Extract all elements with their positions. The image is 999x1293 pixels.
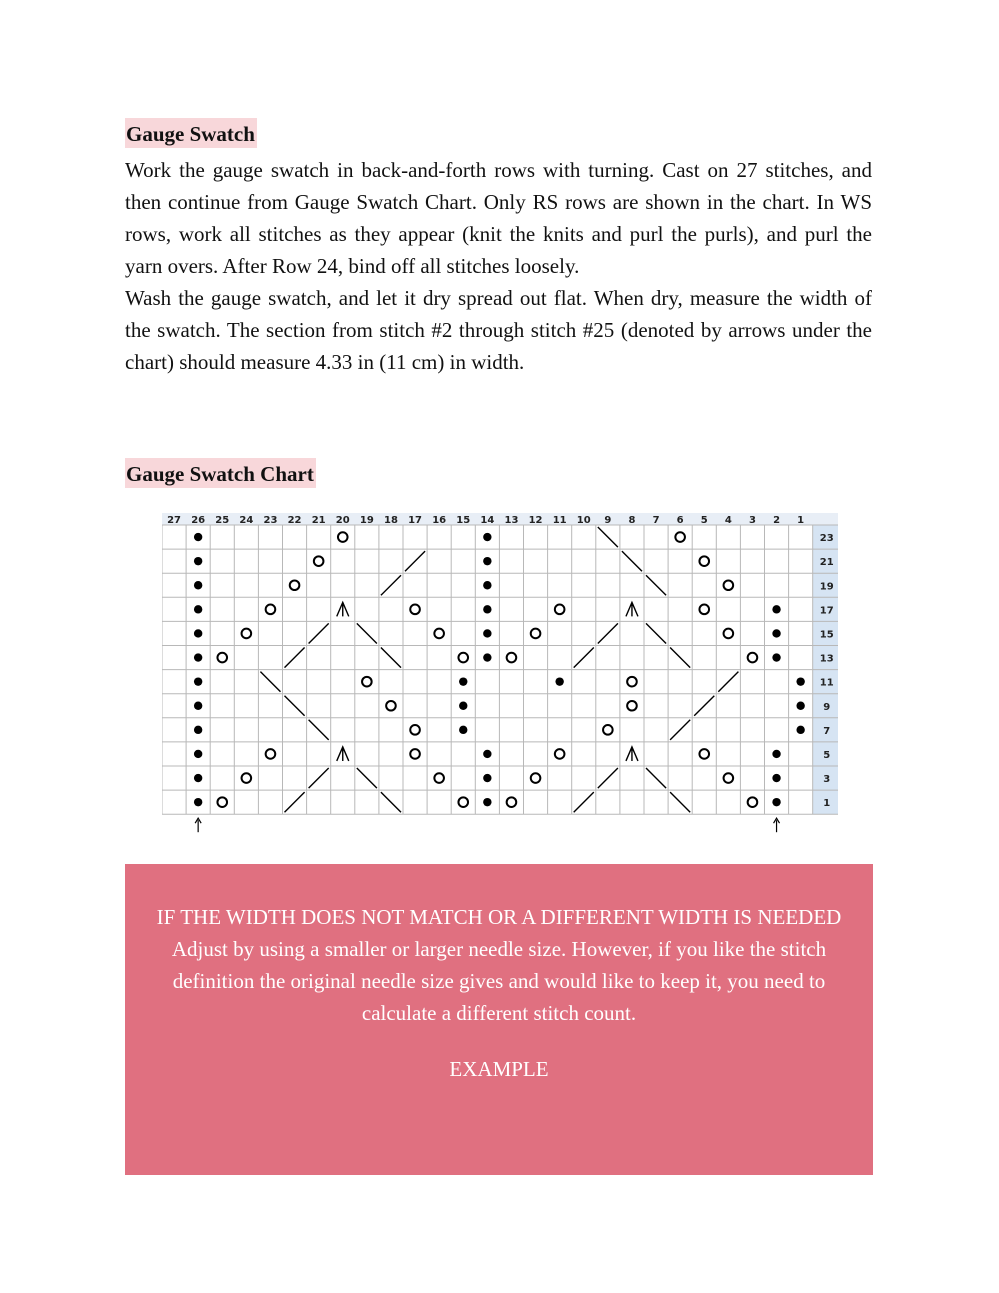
purl-dot	[194, 533, 202, 541]
column-number: 8	[628, 515, 636, 526]
callout-example-label: EXAMPLE	[449, 1057, 549, 1081]
row-number: 7	[823, 725, 831, 737]
column-number: 9	[604, 515, 612, 526]
yarn-over-circle	[266, 605, 276, 615]
left-decrease-slash	[309, 720, 329, 740]
purl-dot	[772, 750, 780, 758]
column-number: 14	[480, 515, 495, 526]
row-number: 3	[823, 774, 831, 786]
column-number: 18	[383, 515, 398, 526]
yarn-over-circle	[627, 677, 637, 687]
column-number: 21	[311, 515, 326, 526]
purl-dot	[772, 774, 780, 782]
yarn-over-circle	[242, 629, 252, 639]
purl-dot	[796, 726, 804, 734]
yarn-over-circle	[314, 556, 324, 566]
left-decrease-slash	[260, 672, 280, 692]
gauge-swatch-chart-heading: Gauge Swatch Chart	[125, 458, 316, 488]
row-number: 19	[819, 581, 834, 593]
right-decrease-slash	[381, 575, 401, 595]
column-number: 11	[552, 515, 567, 526]
left-decrease-slash	[670, 648, 690, 668]
column-number: 27	[167, 515, 182, 526]
yarn-over-circle	[410, 749, 420, 759]
yarn-over-circle	[290, 580, 300, 590]
column-number: 25	[215, 515, 230, 526]
column-number: 4	[724, 515, 732, 526]
right-decrease-slash	[598, 623, 618, 643]
purl-dot	[796, 677, 804, 685]
right-decrease-slash	[285, 792, 305, 812]
row-number: 17	[819, 605, 834, 617]
left-decrease-slash	[381, 648, 401, 668]
yarn-over-circle	[458, 797, 468, 807]
column-number: 5	[700, 515, 708, 526]
purl-dot	[796, 702, 804, 710]
left-decrease-slash	[670, 792, 690, 812]
callout-title: IF THE WIDTH DOES NOT MATCH OR A DIFFERENT WIDTH IS NEEDED	[156, 905, 842, 929]
yarn-over-circle	[266, 749, 276, 759]
purl-dot	[483, 605, 491, 613]
column-number: 16	[432, 515, 447, 526]
row-number: 1	[823, 798, 831, 810]
column-number: 24	[239, 515, 254, 526]
column-number: 10	[576, 515, 591, 526]
purl-dot	[483, 798, 491, 806]
column-number: 22	[287, 515, 302, 526]
yarn-over-circle	[724, 629, 734, 639]
purl-dot	[483, 533, 491, 541]
left-decrease-slash	[646, 623, 666, 643]
column-number: 20	[335, 515, 350, 526]
yarn-over-circle	[531, 629, 541, 639]
purl-dot	[194, 726, 202, 734]
yarn-over-circle	[507, 653, 517, 663]
left-decrease-slash	[285, 696, 305, 716]
yarn-over-circle	[434, 629, 444, 639]
right-decrease-slash	[309, 768, 329, 788]
purl-dot	[194, 629, 202, 637]
column-number: 15	[456, 515, 471, 526]
purl-dot	[194, 605, 202, 613]
column-number: 17	[408, 515, 423, 526]
purl-dot	[483, 750, 491, 758]
row-number: 9	[823, 701, 831, 713]
purl-dot	[772, 653, 780, 661]
purl-dot	[194, 677, 202, 685]
row-number: 23	[819, 533, 834, 545]
purl-dot	[459, 677, 467, 685]
yarn-over-circle	[603, 725, 613, 735]
column-number: 13	[504, 515, 519, 526]
yarn-over-circle	[675, 532, 685, 542]
purl-dot	[194, 798, 202, 806]
yarn-over-circle	[724, 773, 734, 783]
yarn-over-circle	[458, 653, 468, 663]
yarn-over-circle	[699, 749, 709, 759]
yarn-over-circle	[410, 725, 420, 735]
column-number: 3	[748, 515, 756, 526]
row-number: 5	[823, 749, 831, 761]
centered-double-decrease	[626, 602, 638, 616]
right-decrease-slash	[694, 696, 714, 716]
chart-svg	[162, 513, 838, 835]
purl-dot	[194, 653, 202, 661]
left-decrease-slash	[357, 623, 377, 643]
yarn-over-circle	[338, 532, 348, 542]
yarn-over-circle	[555, 605, 565, 615]
purl-dot	[483, 774, 491, 782]
purl-dot	[194, 581, 202, 589]
purl-dot	[459, 702, 467, 710]
column-number: 19	[359, 515, 374, 526]
left-decrease-slash	[381, 792, 401, 812]
right-decrease-slash	[718, 672, 738, 692]
right-decrease-slash	[309, 623, 329, 643]
yarn-over-circle	[555, 749, 565, 759]
left-decrease-slash	[646, 768, 666, 788]
column-number: 7	[652, 515, 660, 526]
purl-dot	[483, 653, 491, 661]
purl-dot	[483, 629, 491, 637]
yarn-over-circle	[699, 605, 709, 615]
gauge-swatch-chart	[162, 513, 838, 835]
column-number: 23	[263, 515, 278, 526]
purl-dot	[483, 557, 491, 565]
yarn-over-circle	[386, 701, 396, 711]
row-number: 15	[819, 629, 834, 641]
yarn-over-circle	[217, 797, 227, 807]
purl-dot	[459, 726, 467, 734]
purl-dot	[772, 798, 780, 806]
right-decrease-slash	[574, 792, 594, 812]
purl-dot	[194, 774, 202, 782]
column-number: 1	[797, 515, 805, 526]
yarn-over-circle	[410, 605, 420, 615]
left-decrease-slash	[622, 551, 642, 571]
yarn-over-circle	[217, 653, 227, 663]
purl-dot	[194, 750, 202, 758]
yarn-over-circle	[724, 580, 734, 590]
right-decrease-slash	[670, 720, 690, 740]
gauge-swatch-heading: Gauge Swatch	[125, 118, 257, 148]
width-adjustment-callout	[125, 864, 873, 1175]
yarn-over-circle	[748, 797, 758, 807]
yarn-over-circle	[507, 797, 517, 807]
row-number: 13	[819, 653, 834, 665]
yarn-over-circle	[242, 773, 252, 783]
purl-dot	[483, 581, 491, 589]
callout-body: Adjust by using a smaller or larger needle size. However, if you like the stitch definition the original needle size gives and would like to keep it, you need to calculate a different stitch count.	[171, 937, 827, 1025]
purl-dot	[772, 605, 780, 613]
yarn-over-circle	[362, 677, 372, 687]
purl-dot	[194, 702, 202, 710]
column-number: 12	[528, 515, 543, 526]
yarn-over-circle	[434, 773, 444, 783]
left-decrease-slash	[598, 527, 618, 547]
instructions-paragraph-1: Work the gauge swatch in back-and-forth rows with turning. Cast on 27 stitches, and then continue from Gauge Swatch Chart. Only RS rows are shown in the chart. In WS rows, work all stitches as they appear (knit the knits and purl the purls), and purl the yarn overs. After Row 24, bind off all stitches loosely.	[125, 158, 872, 278]
purl-dot	[555, 677, 563, 685]
right-decrease-slash	[285, 648, 305, 668]
row-number: 11	[819, 677, 834, 689]
yarn-over-circle	[699, 556, 709, 566]
left-decrease-slash	[646, 575, 666, 595]
column-number: 2	[773, 515, 781, 526]
row-number: 21	[819, 557, 834, 569]
yarn-over-circle	[748, 653, 758, 663]
centered-double-decrease	[626, 747, 638, 761]
right-decrease-slash	[574, 648, 594, 668]
centered-double-decrease	[337, 747, 349, 761]
gauge-swatch-instructions	[125, 154, 872, 378]
centered-double-decrease	[337, 602, 349, 616]
column-number: 26	[191, 515, 206, 526]
yarn-over-circle	[531, 773, 541, 783]
column-number: 6	[676, 515, 684, 526]
right-decrease-slash	[598, 768, 618, 788]
purl-dot	[772, 629, 780, 637]
purl-dot	[194, 557, 202, 565]
right-decrease-slash	[405, 551, 425, 571]
instructions-paragraph-2: Wash the gauge swatch, and let it dry spread out flat. When dry, measure the width of the swatch. The section from stitch #2 through stitch #25 (denoted by arrows under the chart) should measure 4.33 in (11 cm) in width.	[125, 286, 872, 374]
yarn-over-circle	[627, 701, 637, 711]
left-decrease-slash	[357, 768, 377, 788]
